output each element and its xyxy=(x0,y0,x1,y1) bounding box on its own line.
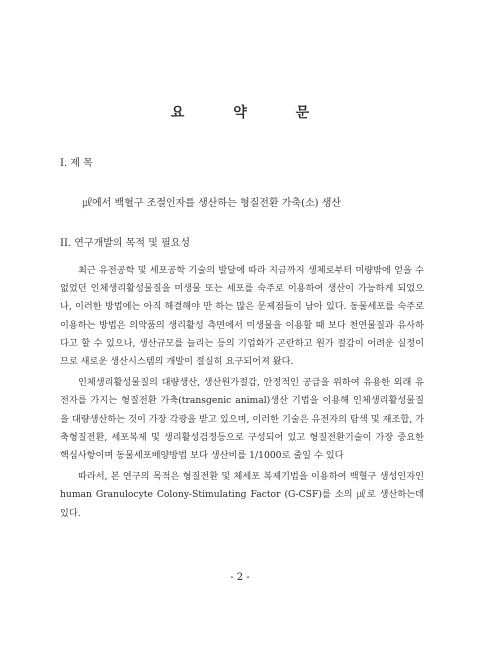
research-subject: ㎕에서 백혈구 조절인자를 생산하는 형질전환 가축(소) 생산 xyxy=(82,198,342,209)
section-heading-purpose: II. 연구개발의 목적 및 필요성 xyxy=(60,238,191,249)
section-heading-title: I. 제 목 xyxy=(60,158,93,169)
page-number: - 2 - xyxy=(230,572,250,583)
document-title: 요 약 문 xyxy=(170,105,332,121)
paragraph: 인체생리활성물질의 대량생산, 생산원가절감, 안정적인 공급을 위하여 유용한 외래 유전자를 가지는 형질전환 가축(transgenic animal)생산 기법을 이용해 인체생리활성물질을 대량생산하는 것이 가장 각광을 받고 있으며, 이러한 기술은 유전자의 탐색 및 재조합, 가축형질전환, 세포복제 및 생리활성검정등으로 구성되어 있고 형질전환기술이 가장 중요한 핵심사항이며 동물세포배양방법 보다 생산비를 1/1000로 줄일 수 있다 xyxy=(60,377,424,462)
paragraph: 따라서, 본 연구의 목적은 형질전환 및 체세포 복제기법을 이용하여 백혈구 생성인자인 human Granulocyte Colony-Stimulating Factor (G-CSF)를 소의 ㎕로 생산하는데 있다. xyxy=(60,471,424,519)
purpose-body xyxy=(60,262,424,526)
paragraph: 최근 유전공학 및 세포공학 기술의 발달에 따라 지금까지 생체로부터 미량밖에 얻을 수 없었던 인체생리활성물질을 미생물 또는 세포를 숙주로 이용하여 생산이 가능하게 되었으나, 이러한 방법에는 아직 해결해야 만 하는 많은 문제점들이 남아 있다. 동물세포를 숙주로 이용하는 방법은 의약품의 생리활성 측면에서 미생물을 이용할 때 보다 천연물질과 유사하다고 할 수 있으나, 생산규모를 늘리는 등의 기업화가 곤란하고 원가 절감이 어려운 실정이므로 새로운 생산시스템의 개발이 절실히 요구되어져 왔다. xyxy=(60,265,424,368)
